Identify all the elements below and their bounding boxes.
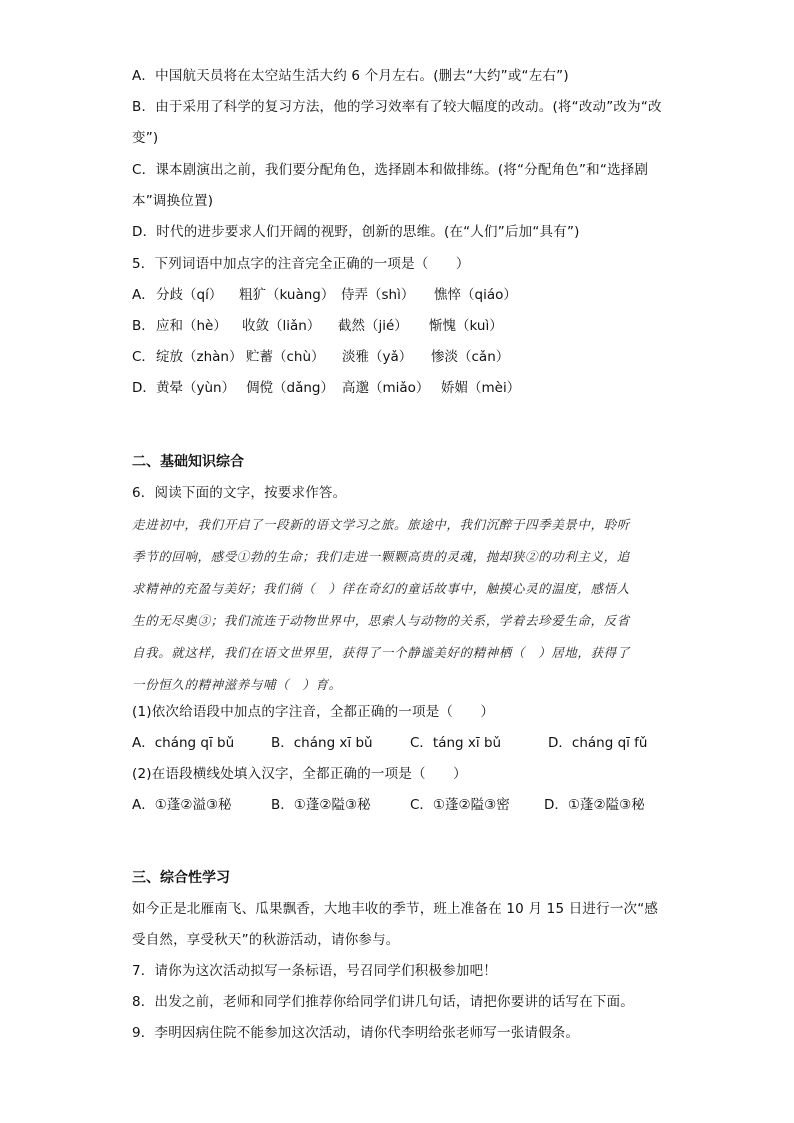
section3-intro-continued: 受自然，享受秋天”的秋游活动，请你参与。 bbox=[132, 932, 400, 948]
option-label: B． bbox=[132, 318, 155, 334]
word-item: 贮蓄（chù） bbox=[246, 349, 325, 365]
word-item: 粗犷（kuàng） bbox=[239, 287, 335, 303]
passage-line: 一份恒久的精神滋养与哺（ ）育。 bbox=[132, 677, 342, 692]
word-item: 倜傥（dǎng） bbox=[246, 380, 334, 396]
option-b: B．①蓬②隘③秘 bbox=[271, 797, 371, 813]
option-label: C． bbox=[132, 349, 155, 365]
option-d: D．①蓬②隘③秘 bbox=[544, 797, 645, 813]
word-item: 黄晕（yùn） bbox=[156, 380, 236, 396]
option-label: D． bbox=[132, 380, 156, 396]
section3-intro: 如今正是北雁南飞、瓜果飘香，大地丰收的季节，班上准备在 10 月 15 日进行一次“感 bbox=[132, 901, 659, 917]
option-c: C．táng xī bǔ bbox=[410, 735, 502, 751]
q4-option-b-continued: 变”) bbox=[132, 130, 159, 146]
q4-option-d: D．时代的进步要求人们开阔的视野，创新的思维。(在“人们”后加“具有”) bbox=[132, 224, 580, 240]
q5-stem: 5．下列词语中加点字的注音完全正确的一项是（ ） bbox=[132, 256, 470, 272]
word-item: 截然（jié） bbox=[338, 318, 408, 334]
option-a: A．①蓬②溢③秘 bbox=[132, 797, 232, 813]
word-item: 分歧（qí） bbox=[156, 287, 223, 303]
option-a: A．cháng qī bǔ bbox=[132, 735, 235, 751]
q6-stem: 6．阅读下面的文字，按要求作答。 bbox=[132, 485, 347, 501]
word-item: 侍弄（shì） bbox=[341, 287, 415, 303]
passage-line: 自我。就这样，我们在语文世界里，获得了一个静谧美好的精神栖（ ）居地，获得了 bbox=[132, 645, 630, 660]
q6-sub2-stem: (2)在语段横线处填入汉字，全都正确的一项是（ ） bbox=[132, 766, 467, 782]
option-c: C．①蓬②隘③密 bbox=[410, 797, 510, 813]
word-item: 应和（hè） bbox=[156, 318, 227, 334]
passage-line: 走进初中，我们开启了一段新的语文学习之旅。旅途中，我们沉醉于四季美景中，聆听 bbox=[132, 517, 630, 532]
section-heading-basic-knowledge: 二、基础知识综合 bbox=[132, 454, 244, 470]
word-item: 高邈（miǎo） bbox=[342, 380, 430, 396]
option-label: A． bbox=[132, 287, 155, 303]
passage-line: 求精神的充盈与美好；我们徜（ ）徉在奇幻的童话故事中，触摸心灵的温度，感悟人 bbox=[132, 581, 630, 596]
option-d: D．cháng qī fǔ bbox=[548, 735, 648, 751]
q5-option-d bbox=[132, 378, 672, 398]
q8-stem: 8．出发之前，老师和同学们推荐你给同学们讲几句话，请把你要讲的话写在下面。 bbox=[132, 994, 634, 1010]
q4-option-c: C．课本剧演出之前，我们要分配角色，选择剧本和做排练。(将“分配角色”和“选择剧 bbox=[132, 162, 649, 178]
word-item: 惭愧（kuì） bbox=[429, 318, 503, 334]
word-item: 憔悴（qiáo） bbox=[434, 287, 517, 303]
word-item: 收敛（liǎn） bbox=[242, 318, 321, 334]
word-item: 娇媚（mèi） bbox=[441, 380, 521, 396]
q6-sub2-options bbox=[132, 795, 672, 815]
option-b: B．cháng xī bǔ bbox=[271, 735, 373, 751]
word-item: 淡雅（yǎ） bbox=[342, 349, 413, 365]
q4-option-c-continued: 本”调换位置) bbox=[132, 193, 214, 209]
q5-option-a bbox=[132, 285, 672, 305]
passage-line: 生的无尽奥③；我们流连于动物世界中，思索人与动物的关系，学着去珍爱生命，反省 bbox=[132, 613, 630, 628]
q5-option-c bbox=[132, 347, 672, 367]
q5-option-b bbox=[132, 316, 672, 336]
word-item: 绽放（zhàn） bbox=[156, 349, 243, 365]
q7-stem: 7．请你为这次活动拟写一条标语，号召同学们积极参加吧！ bbox=[132, 963, 497, 979]
passage-line: 季节的回响，感受①勃的生命；我们走进一颗颗高贵的灵魂，抛却狭②的功利主义，追 bbox=[132, 549, 630, 564]
word-item: 惨淡（cǎn） bbox=[431, 349, 510, 365]
q6-sub1-options bbox=[132, 733, 672, 753]
q6-sub1-stem: (1)依次给语段中加点的字注音，全都正确的一项是（ ） bbox=[132, 704, 495, 720]
section-heading-comprehensive-study: 三、综合性学习 bbox=[132, 870, 230, 886]
q4-option-b: B．由于采用了科学的复习方法，他的学习效率有了较大幅度的改动。(将“改动”改为“改 bbox=[132, 99, 662, 115]
q4-option-a: A．中国航天员将在太空站生活大约 6 个月左右。(删去“大约”或“左右”) bbox=[132, 68, 569, 84]
q9-stem: 9．李明因病住院不能参加这次活动，请你代李明给张老师写一张请假条。 bbox=[132, 1025, 580, 1041]
